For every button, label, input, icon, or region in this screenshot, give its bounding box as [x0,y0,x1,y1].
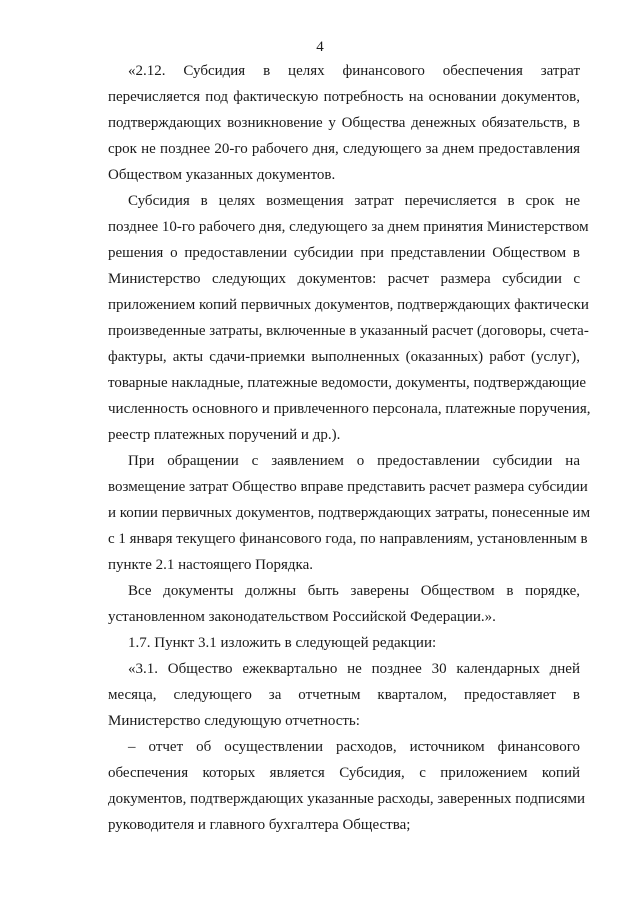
paragraph [108,734,586,838]
text-line: произведенные затраты, включенные в указанный расчет (договоры, счета- [108,323,589,339]
paragraph [108,630,580,656]
text-line: Министерство следующую отчетность: [108,713,360,729]
text-line: Обществом указанных документов. [108,167,336,183]
text-line: «2.12. Субсидия в целях финансового обеспечения затрат [128,63,580,79]
text-line: документов, подтверждающих указанные расходы, заверенных подписями [108,791,586,807]
text-line: обеспечения которых является Субсидия, с приложением копий [108,765,580,781]
text-line: 1.7. Пункт 3.1 изложить в следующей редакции: [128,635,437,651]
text-line: Все документы должны быть заверены Обществом в порядке, [128,583,580,599]
text-line: месяца, следующего за отчетным кварталом, предоставляет в [108,687,580,703]
text-line: фактуры, акты сдачи-приемки выполненных (оказанных) работ (услуг), [108,349,580,365]
text-line: пункте 2.1 настоящего Порядка. [108,557,313,573]
text-line: При обращении с заявлением о предоставлении субсидии на [128,453,580,469]
text-line: Субсидия в целях возмещения затрат перечисляется в срок не [128,193,580,209]
page-number: 4 [316,39,324,55]
text-line: подтверждающих возникновение у Общества денежных обязательств, в [108,115,580,131]
text-line: товарные накладные, платежные ведомости, документы, подтверждающие [108,375,587,391]
text-line: – отчет об осуществлении расходов, источником финансового [128,739,580,755]
text-line: установленном законодательством Российской Федерации.». [108,609,496,625]
text-line: «3.1. Общество ежеквартально не позднее 30 календарных дней [128,661,580,677]
text-line: приложением копий первичных документов, подтверждающих фактически [108,297,589,313]
paragraph [108,656,580,734]
paragraph [108,58,580,188]
document-body [108,58,591,838]
text-line: и копии первичных документов, подтверждающих затраты, понесенные им [108,505,591,521]
paragraph [108,578,580,630]
paragraph [108,188,591,448]
text-line: возмещение затрат Общество вправе представить расчет размера субсидии [108,479,588,495]
text-line: реестр платежных поручений и др.). [108,427,341,443]
text-line: руководителя и главного бухгалтера Общества; [108,817,411,833]
paragraph [108,448,591,578]
text-line: решения о предоставлении субсидии при представлении Обществом в [108,245,580,261]
text-line: перечисляется под фактическую потребность на основании документов, [108,89,580,105]
text-line: Министерство следующих документов: расчет размера субсидии с [108,271,580,287]
text-line: численность основного и привлеченного персонала, платежные поручения, [108,401,591,417]
text-line: срок не позднее 20-го рабочего дня, следующего за днем предоставления [108,141,580,157]
text-line: с 1 января текущего финансового года, по направлениям, установленным в [108,531,588,547]
text-line: позднее 10-го рабочего дня, следующего за днем принятия Министерством [108,219,589,235]
